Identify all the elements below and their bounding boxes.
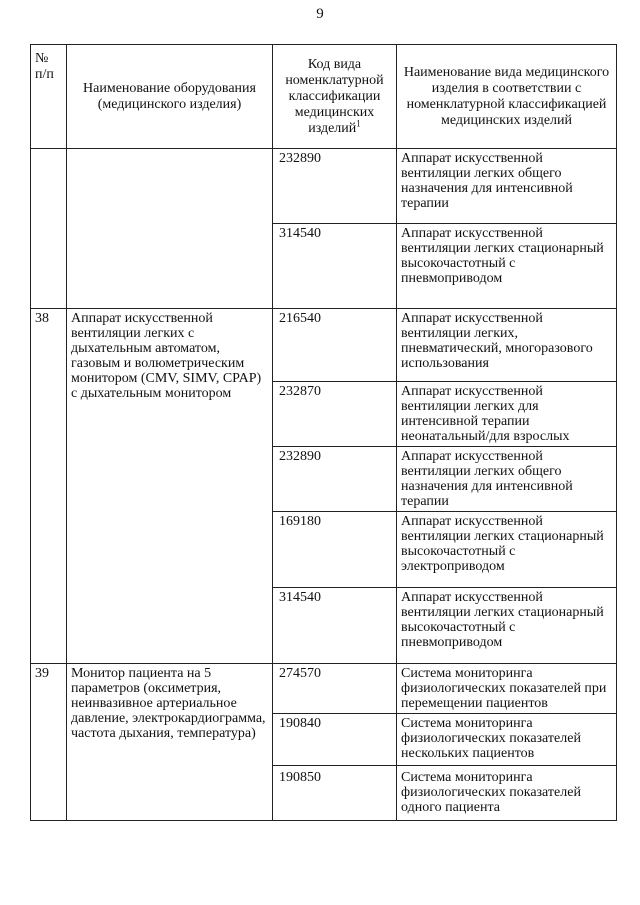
- header-type: Наименование вида медицинского изделия в соответствии с номенклатурной классификацией медицинских изделий: [397, 45, 617, 149]
- equipment-name: Монитор пациента на 5 параметров (оксиметрия, неинвазивное артериальное давление, электрокардиограмма, частота дыхания, температура): [67, 664, 273, 821]
- row-number: 38: [31, 309, 67, 664]
- device-type: Аппарат искусственной вентиляции легких стационарный высокочастотный с пневмоприводом: [397, 224, 617, 309]
- table-row: [31, 149, 617, 224]
- device-type: Аппарат искусственной вентиляции легких стационарный высокочастотный с электроприводом: [397, 512, 617, 588]
- classification-code: 169180: [273, 512, 397, 588]
- equipment-name: Аппарат искусственной вентиляции легких с дыхательным автоматом, газовым и волюметрическим монитором (CMV, SIMV, CPAP) с дыхательным монитором: [67, 309, 273, 664]
- row-number: 39: [31, 664, 67, 821]
- footnote-marker: 1: [356, 117, 361, 128]
- classification-code: 232890: [273, 149, 397, 224]
- classification-code: 314540: [273, 588, 397, 664]
- classification-code: 314540: [273, 224, 397, 309]
- device-type: Система мониторинга физиологических показателей нескольких пациентов: [397, 714, 617, 766]
- device-type: Аппарат искусственной вентиляции легких общего назначения для интенсивной терапии: [397, 447, 617, 512]
- row-number: [31, 149, 67, 309]
- header-num: № п/п: [31, 45, 67, 149]
- equipment-table: [30, 44, 617, 821]
- device-type: Аппарат искусственной вентиляции легких общего назначения для интенсивной терапии: [397, 149, 617, 224]
- equipment-name: [67, 149, 273, 309]
- device-type: Система мониторинга физиологических показателей одного пациента: [397, 766, 617, 821]
- classification-code: 216540: [273, 309, 397, 382]
- page-number: 9: [316, 6, 324, 22]
- device-type: Аппарат искусственной вентиляции легких, пневматический, многоразового использования: [397, 309, 617, 382]
- classification-code: 232890: [273, 447, 397, 512]
- device-type: Аппарат искусственной вентиляции легких для интенсивной терапии неонатальный/для взрослых: [397, 382, 617, 447]
- table-row: [31, 309, 617, 382]
- classification-code: 190840: [273, 714, 397, 766]
- header-name: Наименование оборудования (медицинского изделия): [67, 45, 273, 149]
- header-code: [273, 45, 397, 149]
- classification-code: 232870: [273, 382, 397, 447]
- device-type: Аппарат искусственной вентиляции легких стационарный высокочастотный с пневмоприводом: [397, 588, 617, 664]
- device-type: Система мониторинга физиологических показателей при перемещении пациентов: [397, 664, 617, 714]
- classification-code: 190850: [273, 766, 397, 821]
- table-row: [31, 664, 617, 714]
- header-code-text: Код вида номенклатурной классификации медицинских изделий: [285, 56, 384, 136]
- classification-code: 274570: [273, 664, 397, 714]
- header-row: [31, 45, 617, 149]
